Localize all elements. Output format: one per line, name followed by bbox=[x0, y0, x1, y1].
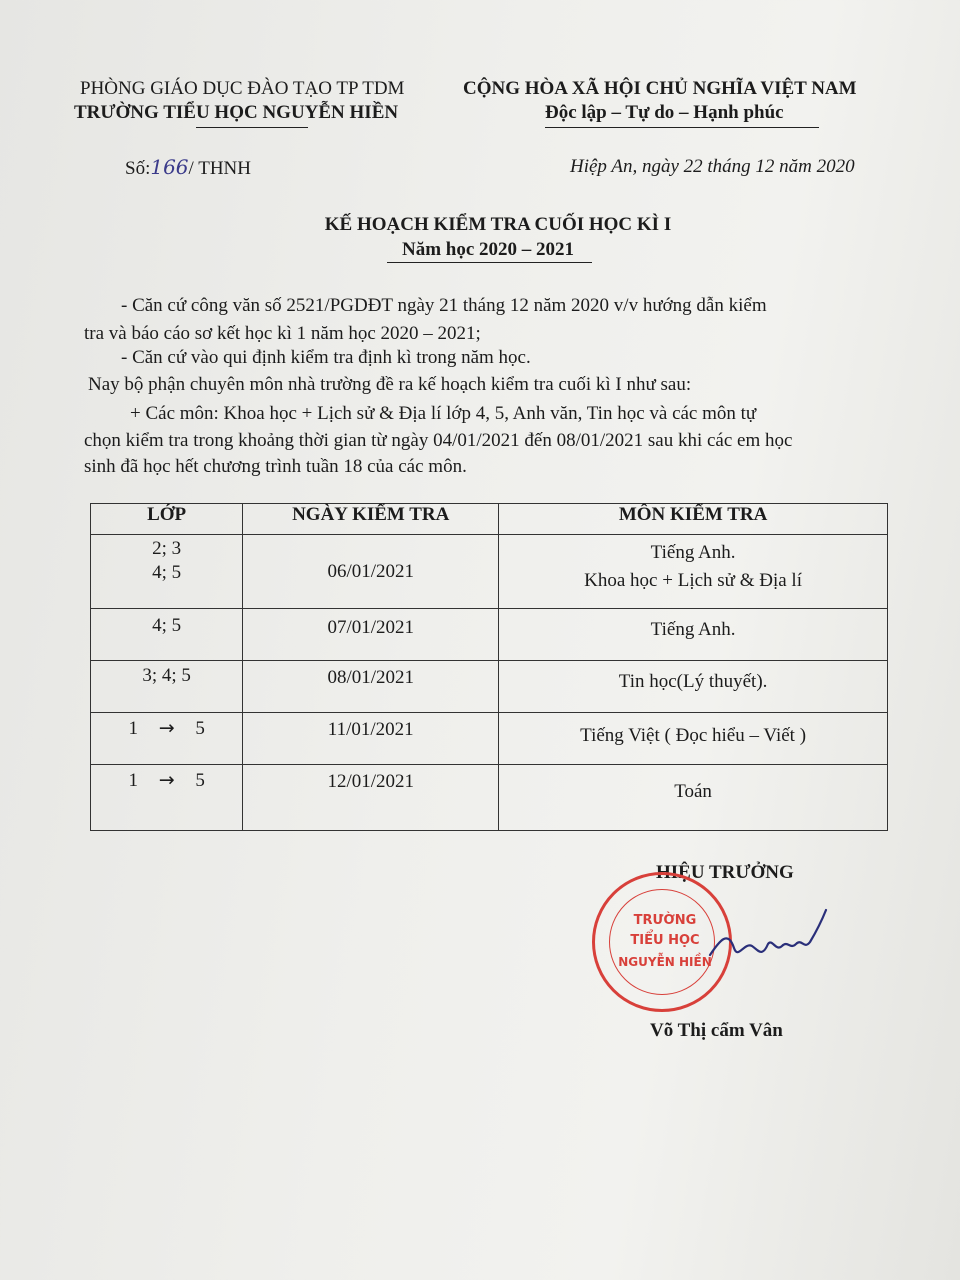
motto-underline bbox=[545, 127, 819, 128]
para-basis-1-line2: tra và báo cáo sơ kết học kì 1 năm học 2020 – 2021; bbox=[84, 323, 481, 344]
para-subjects-line3: sinh đã học hết chương trình tuần 18 của các môn. bbox=[84, 456, 467, 477]
cell-class: 2; 3 4; 5 bbox=[91, 535, 243, 609]
para-subjects-line2: chọn kiểm tra trong khoảng thời gian từ ngày 04/01/2021 đến 08/01/2021 sau khi các em học bbox=[84, 430, 793, 451]
signer-name: Võ Thị cẩm Vân bbox=[650, 1020, 783, 1041]
place-date: Hiệp An, ngày 22 tháng 12 năm 2020 bbox=[570, 156, 855, 177]
doc-number bbox=[125, 155, 251, 180]
cell-date: 12/01/2021 bbox=[243, 765, 499, 831]
cell-class: 3; 4; 5 bbox=[91, 661, 243, 713]
para-basis-1-line1: - Căn cứ công văn số 2521/PGDĐT ngày 21 tháng 12 năm 2020 v/v hướng dẫn kiểm bbox=[121, 295, 767, 316]
table-row bbox=[91, 765, 888, 831]
doc-number-label: Số: bbox=[125, 158, 151, 179]
exam-schedule-table bbox=[90, 503, 888, 831]
cell-subject: Toán bbox=[499, 765, 888, 831]
cell-class: 1 → 5 bbox=[91, 713, 243, 765]
doc-number-handwritten: 166 bbox=[150, 155, 189, 179]
cell-subject: Tiếng Việt ( Đọc hiểu – Viết ) bbox=[499, 713, 888, 765]
nation-title: CỘNG HÒA XÃ HỘI CHỦ NGHĨA VIỆT NAM bbox=[463, 78, 857, 99]
cell-subject: Tiếng Anh. Khoa học + Lịch sử & Địa lí bbox=[499, 535, 888, 609]
dept-name: PHÒNG GIÁO DỤC ĐÀO TẠO TP TDM bbox=[80, 78, 405, 99]
doc-title: KẾ HOẠCH KIỂM TRA CUỐI HỌC KÌ I bbox=[324, 214, 672, 235]
cell-date: 07/01/2021 bbox=[243, 609, 499, 661]
arrow-right-icon: → bbox=[158, 769, 175, 791]
stamp-line-2: TIỂU HỌC bbox=[630, 933, 700, 948]
doc-subtitle: Năm học 2020 – 2021 bbox=[401, 239, 575, 260]
cell-date: 08/01/2021 bbox=[243, 661, 499, 713]
cell-date: 11/01/2021 bbox=[243, 713, 499, 765]
stamp-line-1: TRƯỜNG bbox=[633, 913, 697, 928]
doc-number-suffix: / THNH bbox=[188, 158, 252, 179]
subtitle-underline bbox=[387, 262, 592, 263]
cell-class: 4; 5 bbox=[91, 609, 243, 661]
para-plan-intro: Nay bộ phận chuyên môn nhà trường đề ra kế hoạch kiểm tra cuối kì I như sau: bbox=[88, 374, 692, 395]
arrow-right-icon: → bbox=[158, 717, 175, 739]
cell-subject: Tin học(Lý thuyết). bbox=[499, 661, 888, 713]
para-subjects-line1: + Các môn: Khoa học + Lịch sử & Địa lí lớp 4, 5, Anh văn, Tin học và các môn tự bbox=[130, 403, 757, 424]
cell-class: 1 → 5 bbox=[91, 765, 243, 831]
header-class: LỚP bbox=[91, 504, 243, 535]
table-row bbox=[91, 535, 888, 609]
cell-date: 06/01/2021 bbox=[243, 535, 499, 609]
signer-title: HIỆU TRƯỞNG bbox=[656, 862, 794, 883]
table-row bbox=[91, 609, 888, 661]
header-date: NGÀY KIỂM TRA bbox=[243, 504, 499, 535]
table-row bbox=[91, 661, 888, 713]
cell-subject: Tiếng Anh. bbox=[499, 609, 888, 661]
table-row bbox=[91, 713, 888, 765]
school-name-underline bbox=[196, 127, 308, 128]
handwritten-signature bbox=[700, 900, 830, 980]
para-basis-2: - Căn cứ vào qui định kiểm tra định kì trong năm học. bbox=[121, 347, 531, 368]
nation-motto: Độc lập – Tự do – Hạnh phúc bbox=[545, 102, 784, 123]
header-subject: MÔN KIỂM TRA bbox=[499, 504, 888, 535]
stamp-line-3: NGUYỄN HIỀN bbox=[618, 955, 712, 969]
school-name: TRƯỜNG TIỂU HỌC NGUYỄN HIỀN bbox=[74, 102, 399, 123]
table-header-row bbox=[91, 504, 888, 535]
